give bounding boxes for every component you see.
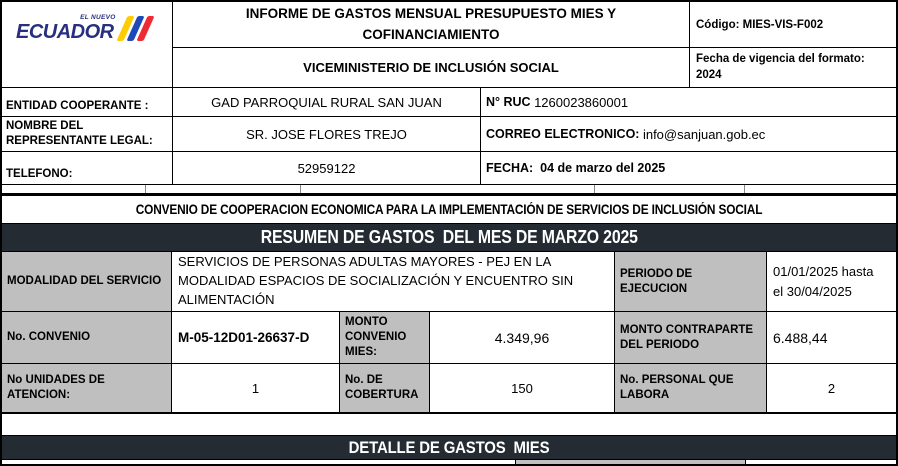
convenio-banner-text: CONVENIO DE COOPERACION ECONOMICA PARA LA IMPLEMENTACIÓN DE SERVICIOS DE INCLUSIÓN SOCIAL <box>135 202 763 217</box>
row-modalidad <box>2 252 896 312</box>
convenio-label: No. CONVENIO <box>2 312 172 363</box>
bottom-strip <box>2 460 896 464</box>
gap-row <box>2 414 896 435</box>
detalle-title-bar <box>2 435 896 460</box>
correo-label: CORREO ELECTRONICO: <box>486 127 643 141</box>
unidades-value: 1 <box>172 364 340 412</box>
row-representante <box>2 117 896 152</box>
periodo-label: PERIODO DE EJECUCION <box>615 252 767 311</box>
modalidad-label: MODALIDAD DEL SERVICIO <box>2 252 172 311</box>
entidad-label: ENTIDAD COOPERANTE : <box>2 88 173 116</box>
row-unidades <box>2 364 896 414</box>
correo-value: info@sanjuan.gob.ec <box>642 126 766 142</box>
header-title-column <box>173 2 690 87</box>
contraparte-value: 6.488,44 <box>773 329 828 346</box>
unidades-label: No UNIDADES DE ATENCION: <box>2 364 172 412</box>
next-table-gray-edge <box>515 460 746 464</box>
personal-value: 2 <box>827 380 836 396</box>
row-entidad <box>2 88 896 117</box>
report-subtitle: VICEMINISTERIO DE INCLUSIÓN SOCIAL <box>303 60 559 76</box>
report-subtitle-cell <box>173 48 689 87</box>
representante-value: SR. JOSE FLORES TREJO <box>173 117 481 151</box>
convenio-value: M-05-12D01-26637-D <box>172 312 340 363</box>
representante-label: NOMBRE DEL REPRESENTANTE LEGAL: <box>2 117 173 151</box>
cobertura-label: No. DE COBERTURA <box>340 364 430 412</box>
personal-label: No. PERSONAL QUE LABORA <box>615 364 767 412</box>
detalle-title: DETALLE DE GASTOS MIES <box>348 437 550 457</box>
monto-mies-value: 4.349,96 <box>430 312 615 363</box>
telefono-label: TELEFONO: <box>2 152 173 184</box>
format-code: Código: MIES-VIS-F002 <box>690 2 896 48</box>
correo-cell <box>481 117 896 151</box>
contraparte-label: MONTO CONTRAPARTE DEL PERIODO <box>615 312 767 363</box>
resumen-title: RESUMEN DE GASTOS DEL MES DE MARZO 2025 <box>260 227 638 247</box>
resumen-title-bar <box>2 224 896 252</box>
ruc-cell <box>481 88 896 116</box>
fecha-cell <box>481 152 896 184</box>
logo-name: ECUADOR <box>16 21 114 43</box>
fecha-value: 04 de marzo del 2025 <box>540 161 666 175</box>
periodo-value: 01/01/2025 hasta el 30/04/2025 <box>773 264 874 299</box>
logo-cell <box>2 2 173 87</box>
logo-tagline: EL NUEVO <box>80 14 116 21</box>
report-title: INFORME DE GASTOS MENSUAL PRESUPUESTO MIES Y COFINANCIAMIENTO <box>245 5 617 42</box>
spacer-row <box>2 185 896 196</box>
entidad-value: GAD PARROQUIAL RURAL SAN JUAN <box>173 88 481 116</box>
format-validity: Fecha de vigencia del formato: 2024 <box>696 53 865 81</box>
report-title-cell <box>173 2 689 48</box>
telefono-value: 52959122 <box>173 152 481 184</box>
fecha-label: FECHA: <box>486 161 541 175</box>
ecuador-logo <box>16 16 149 42</box>
header-band <box>2 2 896 88</box>
monto-mies-label: MONTO CONVENIO MIES: <box>340 312 430 363</box>
modalidad-value: SERVICIOS DE PERSONAS ADULTAS MAYORES - PEJ EN LA MODALIDAD ESPACIOS DE SOCIALIZACIÓN Y ENCUENTRO SIN ALIMENTACIÓN <box>172 252 615 311</box>
ruc-label: N° RUC <box>486 95 535 109</box>
row-convenio <box>2 312 896 364</box>
ruc-value: 1260023860001 <box>534 94 629 110</box>
header-meta-column <box>690 2 896 87</box>
flag-stripes-icon <box>119 16 149 41</box>
row-telefono <box>2 152 896 185</box>
cobertura-value: 150 <box>430 364 615 412</box>
convenio-banner <box>2 196 896 224</box>
